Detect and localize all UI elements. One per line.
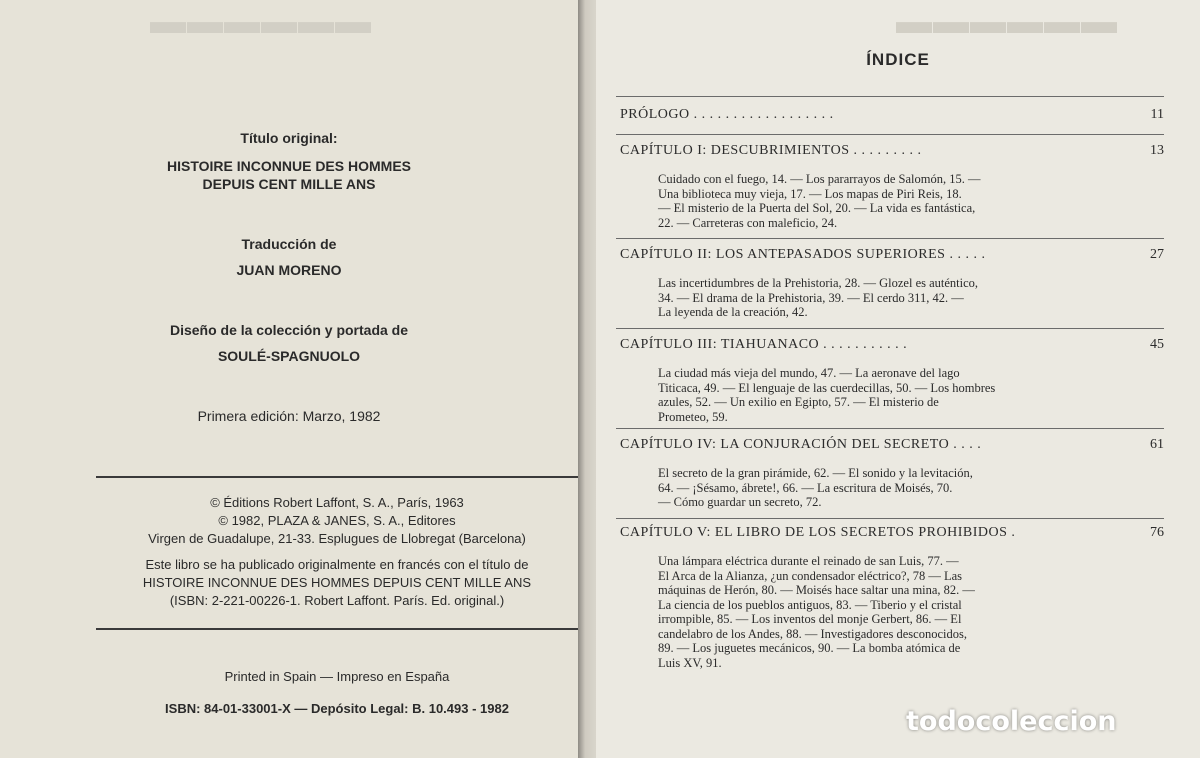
summary-line: El secreto de la gran pirámide, 62. — El sonido y la levitación, — [658, 466, 973, 480]
summary-line: máquinas de Herón, 80. — Moisés hace saltar una mina, 82. — — [658, 583, 975, 597]
copyright-line: Virgen de Guadalupe, 21-33. Esplugues de Llobregat (Barcelona) — [148, 531, 526, 546]
summary-line: — El misterio de la Puerta del Sol, 20. — La vida es fantástica, — [658, 201, 976, 215]
summary-line: La ciudad más vieja del mundo, 47. — La aeronave del lago — [658, 366, 960, 380]
toc-entry-chapter-5 — [620, 524, 1164, 542]
divider — [616, 96, 1164, 97]
edition-line: Primera edición: Marzo, 1982 — [197, 408, 381, 424]
translation-label: Traducción de — [241, 236, 337, 252]
summary-line: Las incertidumbres de la Prehistoria, 28. — Glozel es auténtico, — [658, 276, 979, 290]
summary-line: — Cómo guardar un secreto, 72. — [658, 495, 822, 509]
summary-line: candelabro de los Andes, 88. — Investigadores desconocidos, — [658, 626, 967, 641]
divider — [616, 518, 1164, 519]
bleed-through-text: ▬▬▬▬▬▬ — [896, 0, 1118, 41]
bleed-through-text: ▬▬▬▬▬▬ — [150, 0, 372, 41]
toc-entry-page: 45 — [1150, 337, 1164, 352]
summary-line: Una biblioteca muy vieja, 17. — Los mapas de Piri Reis, 18. — [658, 186, 962, 201]
toc-entry-label: CAPÍTULO II: LOS ANTEPASADOS SUPERIORES . . . . . — [620, 247, 986, 262]
toc-entry-chapter-4 — [620, 436, 1164, 454]
toc-entry-page: 61 — [1150, 437, 1164, 452]
copyright-line: © 1982, PLAZA & JANES, S. A., Editores — [218, 513, 456, 528]
printed-in-line: Printed in Spain — Impreso en España — [224, 669, 450, 684]
toc-entry-label: CAPÍTULO IV: LA CONJURACIÓN DEL SECRETO . . . . — [620, 437, 982, 452]
divider — [616, 134, 1164, 135]
chapter-5-summary — [658, 554, 1162, 670]
watermark-logo: todocoleccion — [906, 706, 1117, 737]
toc-entry-page: 11 — [1150, 107, 1164, 122]
summary-line: La leyenda de la creación, 42. — [658, 305, 808, 319]
summary-line: 64. — ¡Sésamo, ábrete!, 66. — La escritura de Moisés, 70. — [658, 480, 953, 495]
summary-line: 89. — Los juguetes mecánicos, 90. — La bomba atómica de — [658, 641, 961, 655]
designer-name: SOULÉ-SPAGNUOLO — [217, 348, 361, 364]
toc-entry-page: 27 — [1150, 247, 1164, 262]
summary-line: Cuidado con el fuego, 14. — Los pararrayos de Salomón, 15. — — [658, 172, 981, 186]
isbn-line: ISBN: 84-01-33001-X — Depósito Legal: B. 10.493 - 1982 — [165, 701, 509, 716]
chapter-2-summary — [658, 276, 1162, 320]
toc-entry-chapter-1 — [620, 142, 1164, 160]
copyright-line: Este libro se ha publicado originalmente en francés con el título de — [145, 557, 529, 572]
book-gutter — [578, 0, 596, 758]
bottom-rule — [96, 628, 578, 630]
copyright-line: © Éditions Robert Laffont, S. A., París, 1963 — [210, 495, 464, 510]
copyright-line: (ISBN: 2-221-00226-1. Robert Laffont. París. Ed. original.) — [169, 593, 505, 608]
chapter-1-summary — [658, 172, 1162, 230]
summary-line: Una lámpara eléctrica durante el reinado de san Luis, 77. — — [658, 554, 959, 568]
toc-entry-label: CAPÍTULO I: DESCUBRIMIENTOS . . . . . . . . . — [620, 143, 922, 158]
copyright-line: HISTOIRE INCONNUE DES HOMMES DEPUIS CENT MILLE ANS — [142, 575, 532, 590]
toc-entry-label: PRÓLOGO . . . . . . . . . . . . . . . . . . — [620, 107, 834, 122]
chapter-4-summary — [658, 466, 1162, 510]
design-label: Diseño de la colección y portada de — [169, 322, 409, 338]
toc-entry-chapter-3 — [620, 336, 1164, 354]
translator-name: JUAN MORENO — [236, 262, 342, 278]
summary-line: Luis XV, 91. — [658, 655, 722, 670]
toc-entry-prologo — [620, 106, 1164, 124]
index-heading: ÍNDICE — [866, 50, 930, 69]
toc-entry-label: CAPÍTULO V: EL LIBRO DE LOS SECRETOS PROHIBIDOS . — [620, 525, 1016, 540]
summary-line: 22. — Carreteras con maleficio, 24. — [658, 215, 838, 230]
divider — [616, 328, 1164, 329]
top-rule — [96, 476, 578, 478]
toc-entry-page: 76 — [1150, 525, 1164, 540]
divider — [616, 428, 1164, 429]
toc-entry-page: 13 — [1150, 143, 1164, 158]
divider — [616, 238, 1164, 239]
original-title-line2: DEPUIS CENT MILLE ANS — [202, 176, 376, 192]
summary-line: Prometeo, 59. — [658, 409, 728, 424]
right-page — [596, 0, 1200, 758]
original-title-line1: HISTOIRE INCONNUE DES HOMMES — [167, 158, 411, 174]
summary-line: azules, 52. — Un exilio en Egipto, 57. — El misterio de — [658, 395, 939, 409]
summary-line: El Arca de la Alianza, ¿un condensador eléctrico?, 78 — Las — [658, 568, 963, 583]
summary-line: La ciencia de los pueblos antiguos, 83. — Tiberio y el cristal — [658, 597, 962, 612]
summary-line: 34. — El drama de la Prehistoria, 39. — El cerdo 311, 42. — — [658, 290, 964, 305]
toc-entry-chapter-2 — [620, 246, 1164, 264]
toc-entry-label: CAPÍTULO III: TIAHUANACO . . . . . . . . . . . — [620, 337, 908, 352]
summary-line: irrompible, 85. — Los inventos del monje Gerbert, 86. — El — [658, 612, 962, 626]
original-title-label: Título original: — [240, 130, 338, 146]
summary-line: Titicaca, 49. — El lenguaje de las cuerdecillas, 50. — Los hombres — [658, 380, 996, 395]
left-page — [0, 0, 578, 758]
chapter-3-summary — [658, 366, 1162, 424]
